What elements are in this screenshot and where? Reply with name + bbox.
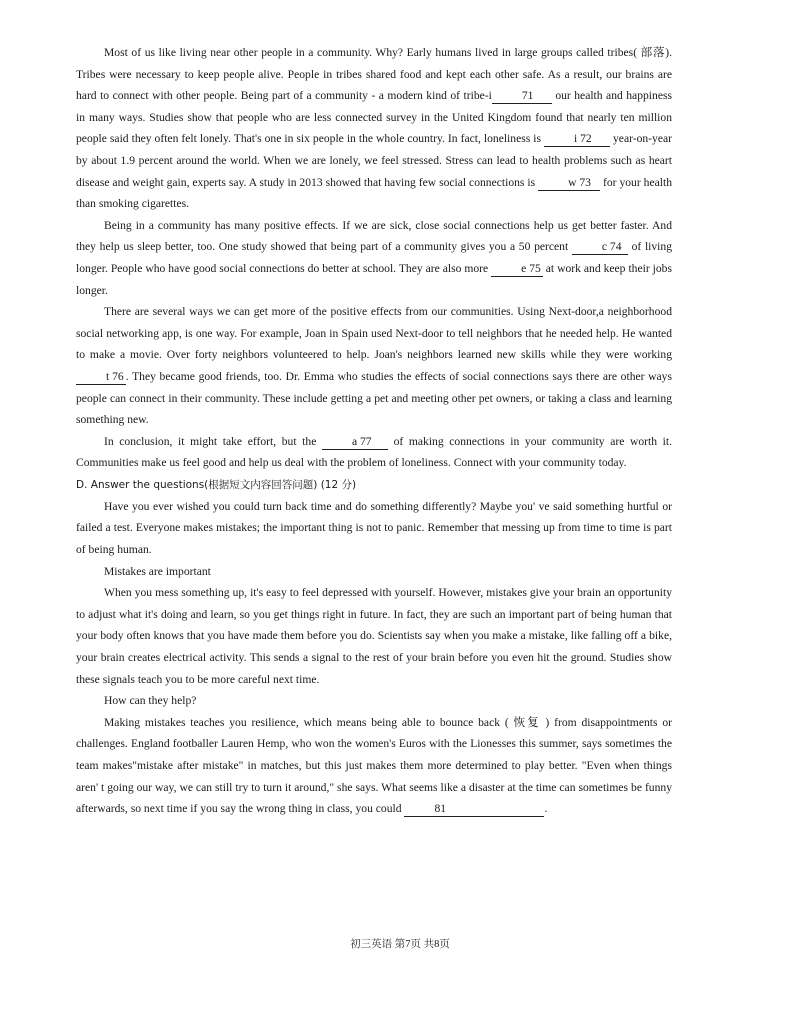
blank-81: 81 <box>404 802 544 817</box>
page-footer: 初三英语 第7页 共8页 <box>350 939 450 950</box>
passage-paragraph-2: Being in a community has many positive effects. If we are sick, close social connections help us get better faster. And they help us sleep better, too. One study showed that being part of a community gives you a 50 percent c 74 of living longer. People who have good social connections do better at school. They are also more e 75 at work and keep their jobs longer. <box>76 218 672 297</box>
blank-74: c 74 <box>572 240 628 255</box>
section-d-heading-1: Mistakes are important <box>104 564 211 578</box>
blank-76: t 76 <box>76 370 126 385</box>
section-d-title: D. Answer the questions(根据短文内容回答问题) (12 分) <box>76 478 357 491</box>
section-d-paragraph-2: When you mess something up, it's easy to feel depressed with yourself. However, mistakes give your brain an opportunity to adjust what it's doing and learn, so you get things right in future. In fact, they are such an important part of being human that your body often knows that you have made them before you do. Scientists say when you make a mistake, like falling off a bike, your brain creates electrical activity. This sends a signal to the rest of your brain before you even hit the ground. Studies show these signals teach you to be more careful next time. <box>76 586 672 686</box>
blank-75: e 75 <box>491 262 543 277</box>
blank-77: a 77 <box>322 435 388 450</box>
blank-72: i 72 <box>544 132 610 147</box>
blank-73: w 73 <box>538 176 600 191</box>
passage-paragraph-1: Most of us like living near other people in a community. Why? Early humans lived in large groups called tribes( 部落). Tribes were necessary to keep people alive. People in tribes shared food and kept each other safe. As a result, our brains are hard to connect with other people. Being part of a community - a modern kind of tribe-i 71 our health and happiness in many ways. Studies show that people who are less connected survey in the United Kingdom found that nearly ten million people said they often felt lonely. That's one in six people in the whole country. In fact, loneliness is i 72 year-on-year by about 1.9 percent around the world. When we are lonely, we feel stressed. Stress can lead to health problems such as heart disease and weight gain, experts say. A study in 2013 showed that having few social connections is w 73 for your health than smoking cigarettes. <box>76 46 672 211</box>
passage-paragraph-3: There are several ways we can get more of the positive effects from our communities. Using Next-door,a neighborhood social networking app, is one way. For example, Joan in Spain used Next-door to tell neighbors that he needed help. He wanted to make a movie. Over forty neighbors volunteered to help. Joan's neighbors learned new skills while they were working t 76 . They became good friends, too. Dr. Emma who studies the effects of social connections says there are other ways people can connect in their community. These include getting a pet and meeting other pet owners, or taking a class and learning something new. <box>76 305 672 427</box>
section-d-heading-2: How can they help? <box>104 694 197 708</box>
section-d-paragraph-1: Have you ever wished you could turn back time and do something differently? Maybe you' ve said something hurtful or failed a test. Everyone makes mistakes; the important thing is not to panic. Remember that messing up from time to time is part of being human. <box>76 499 672 557</box>
blank-71: 71 <box>492 89 552 104</box>
section-d-paragraph-3: Making mistakes teaches you resilience, which means being able to bounce back ( 恢复 ) from disappointments or challenges. England footballer Lauren Hemp, who won the women's Euros with the Lionesses this summer, says sometimes the team makes"mistake after mistake" in matches, but this just makes them more determined to play better. "Even when things aren' t going our way, we can still try to turn it around," she says. What seems like a disaster at the time can sometimes be funny afterwards, so next time if you say the wrong thing in class, you could 81 . <box>76 715 672 816</box>
passage-paragraph-4: In conclusion, it might take effort, but the a 77 of making connections in your community are worth it. Communities make us feel good and help us deal with the problem of loneliness. Connect with your community today. <box>76 434 672 470</box>
